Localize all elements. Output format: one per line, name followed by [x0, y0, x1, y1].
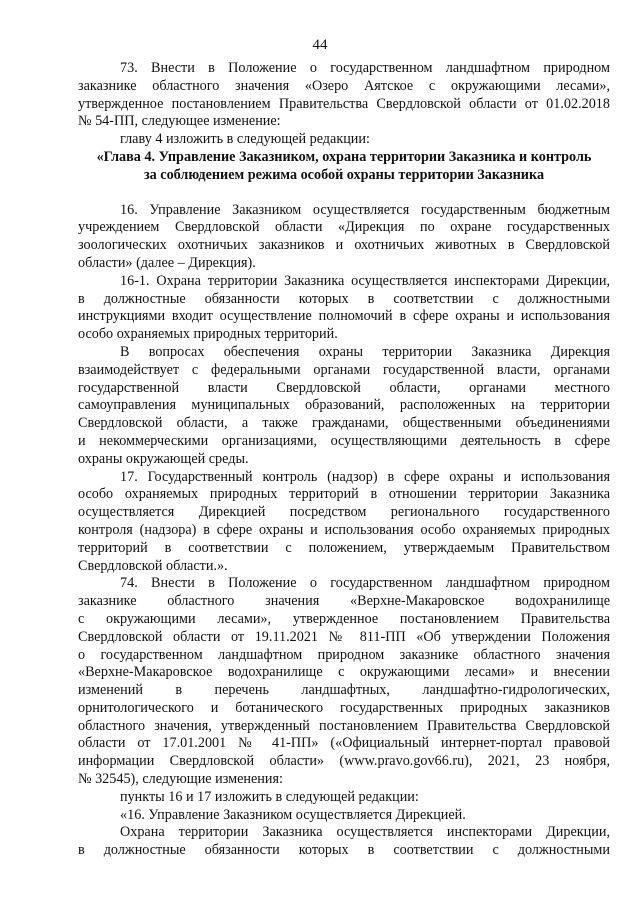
- text-line: «Верхне-Макаровское водохранилище с окружающими лесами» и внесении: [78, 664, 610, 681]
- text-line: взаимодействует с федеральными органами государственной власти, органами: [78, 361, 610, 378]
- text-line: главу 4 изложить в следующей редакции:: [120, 131, 370, 148]
- text-line: и некоммерческими организациями, осуществляющими деятельность в сфере: [78, 432, 610, 449]
- text-line: особо охраняемых природных территорий.: [78, 326, 338, 343]
- text-line: «16. Управление Заказником осуществляется Дирекцией.: [120, 806, 466, 823]
- text-line: учреждением Свердловской области «Дирекция по охране государственных: [78, 219, 610, 236]
- text-line: охраны окружающей среды.: [78, 450, 249, 467]
- text-line: государственной власти Свердловской области, органами местного: [78, 379, 610, 396]
- paragraph-gap: [78, 185, 610, 202]
- text-line: Охрана территории Заказника осуществляется инспекторами Дирекции,: [120, 824, 610, 841]
- text-line: изменений в перечень ландшафтных, ландшафтно-гидрологических,: [78, 682, 610, 699]
- text-line: 73. Внести в Положение о государственном ландшафтном природном: [120, 60, 610, 76]
- text-line: 16-1. Охрана территории Заказника осуществляется инспекторами Дирекции,: [120, 272, 610, 289]
- text-line: области» (далее – Дирекция).: [78, 254, 256, 271]
- paragraph-p74-guard: [78, 824, 610, 860]
- text-line: за соблюдением режима особой охраны территории Заказника: [143, 166, 545, 183]
- text-line: утвержденное постановлением Правительства Свердловской области от 01.02.2018: [78, 95, 610, 112]
- text-line: контроля (надзора) в сфере охраны и использования особо охраняемых природных: [78, 521, 610, 538]
- text-line: пункты 16 и 17 изложить в следующей редакции:: [120, 788, 419, 805]
- text-line: В вопросах обеспечения охраны территории Заказника Дирекция: [120, 343, 610, 360]
- paragraph-p74: [78, 575, 610, 789]
- text-line: Свердловской области от 19.11.2021 № 811-ПП «Об утверждении Положения: [78, 628, 610, 645]
- text-line: области от 17.01.2001 № 41-ПП» («Официальный интернет-портал правовой: [78, 735, 610, 752]
- text-line: инструкциями входит осуществление полномочий в сфере охраны и использования: [78, 308, 610, 325]
- document-body: [78, 60, 610, 860]
- text-line: в должностные обязанности которых в соответствии с должностными: [78, 842, 610, 859]
- paragraph-p74-16: [78, 807, 610, 825]
- text-line: областного значения, утвержденный постановлением Правительства Свердловской: [78, 717, 610, 734]
- text-line: заказнике областного значения «Озеро Аятское с окружающими лесами»,: [78, 77, 610, 94]
- text-line: осуществляется Дирекцией посредством регионального государственного: [78, 504, 610, 521]
- page-number: 44: [312, 37, 328, 53]
- paragraph-p73-chapter: [78, 131, 610, 149]
- text-line: о государственном ландшафтном природном заказнике областного значения: [78, 646, 610, 663]
- text-line: территорий в соответствии с положением, утверждаемым Правительством: [78, 539, 610, 556]
- text-line: информации Свердловской области» (www.pravo.gov66.ru), 2021, 23 ноября,: [78, 753, 610, 770]
- text-line: с окружающими лесами», утвержденное постановлением Правительства: [78, 610, 610, 627]
- text-line: «Глава 4. Управление Заказником, охрана территории Заказника и контроль: [96, 148, 592, 165]
- text-line: 17. Государственный контроль (надзор) в сфере охраны и использования: [120, 468, 610, 485]
- paragraph-p74-points: [78, 789, 610, 807]
- paragraph-p16-1: [78, 273, 610, 344]
- text-line: Свердловской области, а также гражданами, общественными объединениями: [78, 415, 610, 432]
- text-line: 74. Внести в Положение о государственном ландшафтном природном: [120, 575, 610, 592]
- paragraph-p17: [78, 469, 610, 576]
- paragraph-heading: [78, 149, 610, 185]
- text-line: Свердловской области.».: [78, 557, 228, 574]
- paragraph-p-interaction: [78, 344, 610, 469]
- text-line: 16. Управление Заказником осуществляется государственным бюджетным: [120, 201, 610, 218]
- text-line: особо охраняемых природных территорий в отношении территории Заказника: [78, 486, 610, 503]
- text-line: орнитологического и ботанического государственных природных заказников: [78, 699, 610, 716]
- paragraph-p16: [78, 202, 610, 273]
- text-line: в должностные обязанности которых в соответствии с должностными: [78, 290, 610, 307]
- text-line: заказнике областного значения «Верхне-Макаровское водохранилище: [78, 593, 610, 610]
- text-line: № 32545), следующие изменения:: [78, 771, 283, 788]
- text-line: № 54-ПП, следующее изменение:: [78, 113, 281, 130]
- paragraph-p73: [78, 60, 610, 131]
- text-line: зоологических охотничьих заказников и охотничьих животных в Свердловской: [78, 237, 610, 254]
- text-line: самоуправления муниципальных образований, расположенных на территории: [78, 397, 610, 414]
